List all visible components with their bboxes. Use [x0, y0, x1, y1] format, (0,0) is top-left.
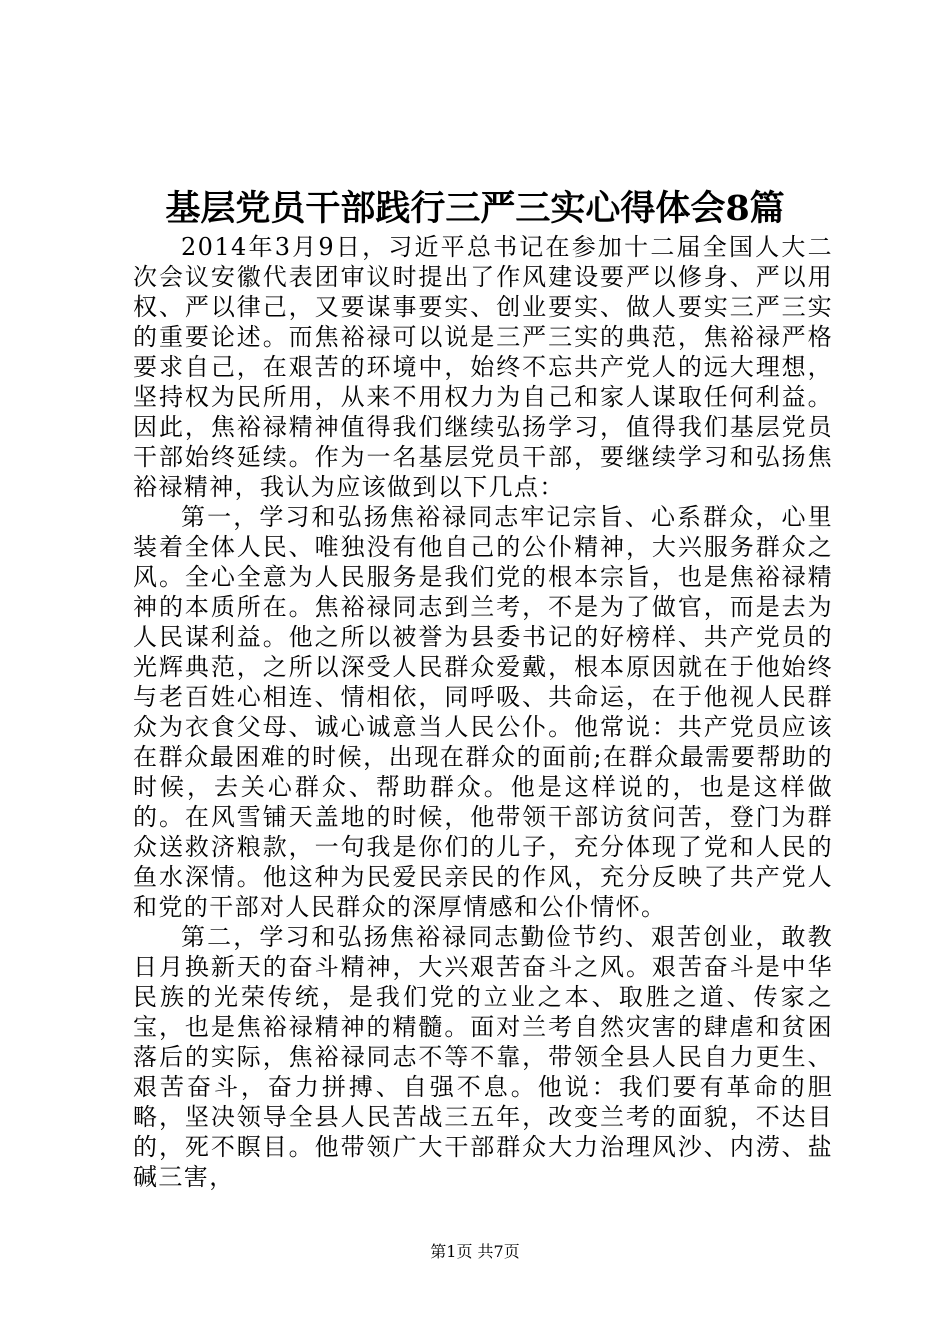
document-body [133, 232, 833, 1192]
paragraph-first-point: 第一，学习和弘扬焦裕禄同志牢记宗旨、心系群众，心里装着全体人民、唯独没有他自己的公仆精神，大兴服务群众之风。全心全意为人民服务是我们党的根本宗旨，也是焦裕禄精神的本质所在。焦裕禄同志到兰考，不是为了做官，而是去为人民谋利益。他之所以被誉为县委书记的好榜样、共产党员的光辉典范，之所以深受人民群众爱戴，根本原因就在于他始终与老百姓心相连、情相依，同呼吸、共命运，在于他视人民群众为衣食父母、诚心诚意当人民公仆。他常说：共产党员应该在群众最困难的时候，出现在群众的面前;在群众最需要帮助的时候，去关心群众、帮助群众。他是这样说的，也是这样做的。在风雪铺天盖地的时候，他带领干部访贫问苦，登门为群众送救济粮款，一句我是你们的儿子，充分体现了党和人民的鱼水深情。他这种为民爱民亲民的作风，充分反映了共产党人和党的干部对人民群众的深厚情感和公仆情怀。 [133, 503, 833, 921]
paragraph-second-point: 第二，学习和弘扬焦裕禄同志勤俭节约、艰苦创业，敢教日月换新天的奋斗精神，大兴艰苦奋斗之风。艰苦奋斗是中华民族的光荣传统，是我们党的立业之本、取胜之道、传家之宝，也是焦裕禄精神的精髓。面对兰考自然灾害的肆虐和贫困落后的实际，焦裕禄同志不等不靠，带领全县人民自力更生、艰苦奋斗，奋力拼搏、自强不息。他说：我们要有革命的胆略，坚决领导全县人民苦战三五年，改变兰考的面貌，不达目的，死不瞑目。他带领广大干部群众大力治理风沙、内涝、盐碱三害， [133, 923, 833, 1191]
paragraph-intro: 2014年3月9日，习近平总书记在参加十二届全国人大二次会议安徽代表团审议时提出了作风建设要严以修身、严以用权、严以律己，又要谋事要实、创业要实、做人要实三严三实的重要论述。而焦裕禄可以说是三严三实的典范，焦裕禄严格要求自己，在艰苦的环境中，始终不忘共产党人的远大理想，坚持权为民所用，从来不用权力为自己和家人谋取任何利益。因此，焦裕禄精神值得我们继续弘扬学习，值得我们基层党员干部始终延续。作为一名基层党员干部，要继续学习和弘扬焦裕禄精神，我认为应该做到以下几点： [133, 233, 833, 501]
page-number-footer: 第1页 共7页 [430, 1242, 520, 1261]
document-title: 基层党员干部践行三严三实心得体会8篇 [165, 188, 785, 229]
